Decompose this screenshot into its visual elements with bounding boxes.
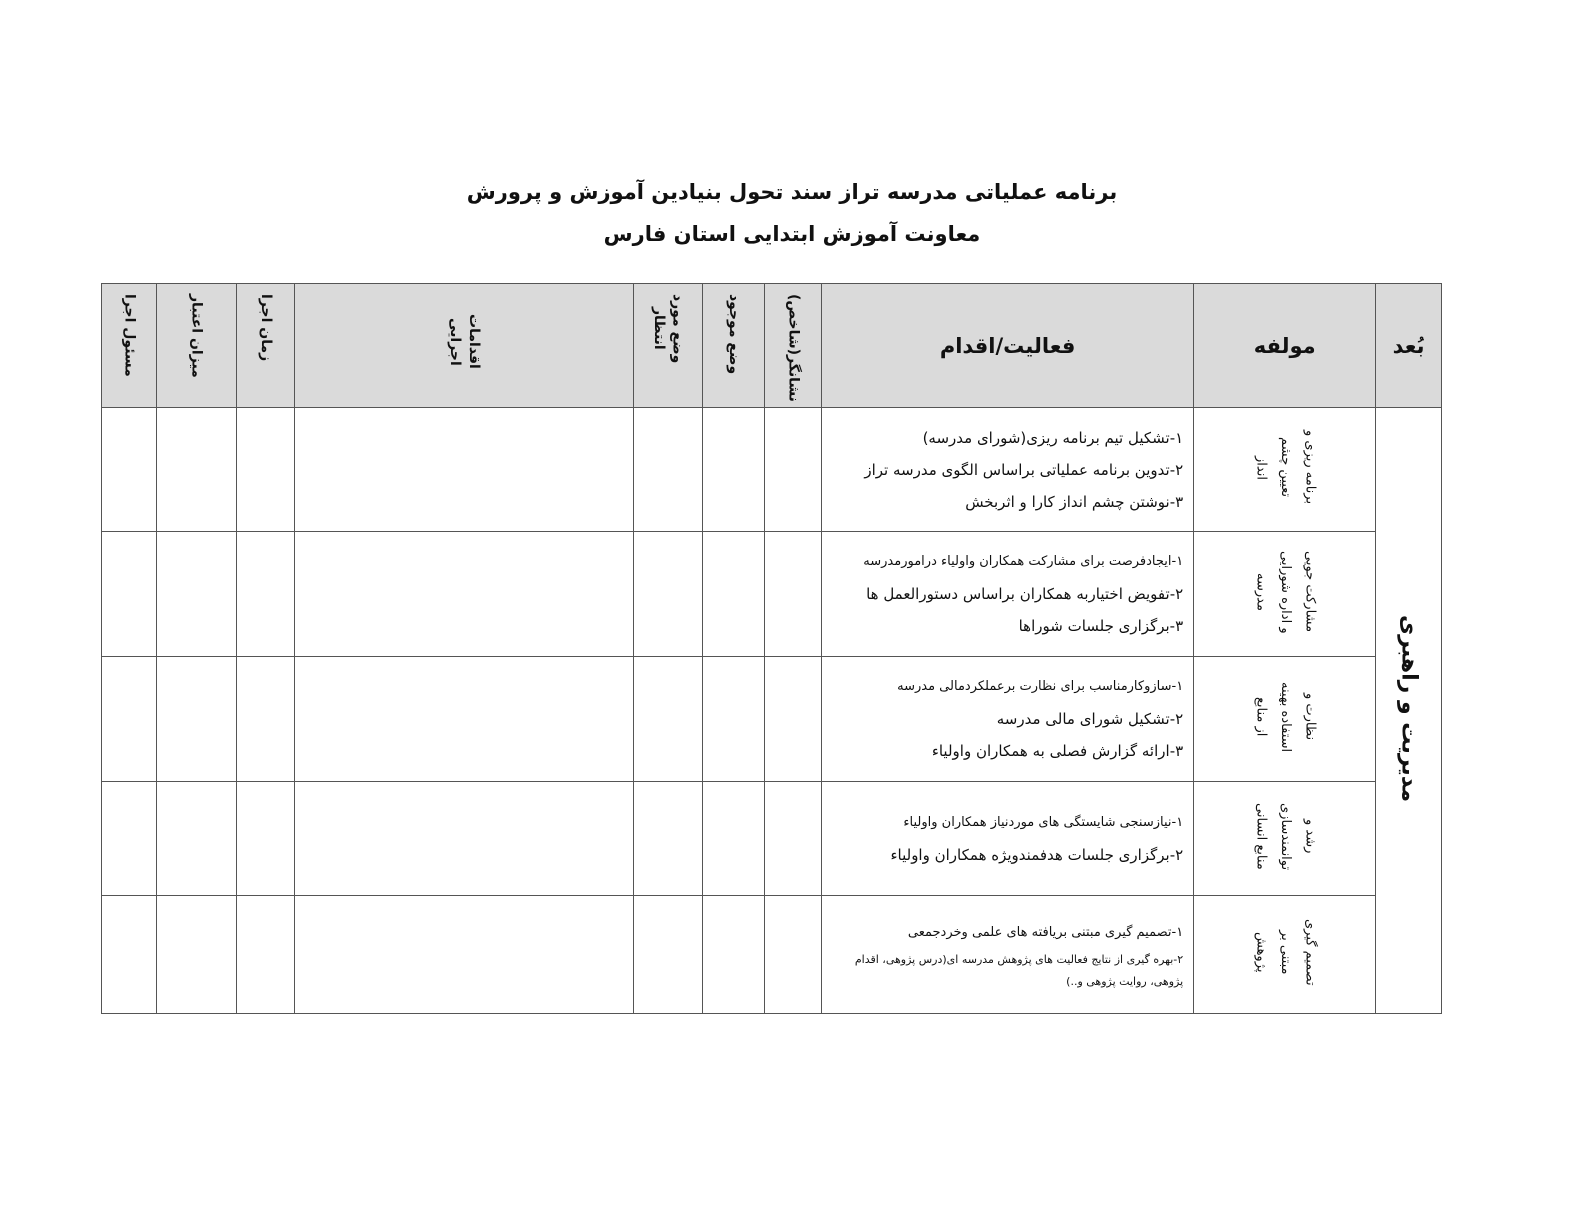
cell-expected-status	[633, 657, 702, 782]
cell-actions	[295, 782, 634, 896]
cell-responsible	[102, 408, 157, 532]
cell-time	[236, 657, 295, 782]
cell-current-status	[702, 532, 765, 657]
cell-budget	[156, 657, 236, 782]
table-row	[102, 782, 1442, 896]
cell-current-status	[702, 782, 765, 896]
col-header-responsible: مسئول اجرا	[102, 284, 157, 408]
col-header-actions: اقدامات اجرایی	[295, 284, 634, 408]
cell-expected-status	[633, 782, 702, 896]
cell-budget	[156, 408, 236, 532]
table-row	[102, 657, 1442, 782]
cell-component: برنامه ریزی و تعیین چشم انداز	[1194, 408, 1376, 532]
cell-responsible	[102, 896, 157, 1014]
cell-actions	[295, 408, 634, 532]
cell-actions	[295, 896, 634, 1014]
cell-activity: ۱-نیازسنجی شایستگی های موردنیاز همکاران واولیاء ۲-برگزاری جلسات هدفمندویژه همکاران واولیاء	[822, 782, 1194, 896]
cell-dimension: مدیریت و راهبری	[1376, 408, 1442, 1014]
col-header-budget: میزان اعتبار	[156, 284, 236, 408]
cell-actions	[295, 532, 634, 657]
cell-component: رشد و توانمندسازی منابع انسانی	[1194, 782, 1376, 896]
col-header-dimension: بُعد	[1376, 284, 1442, 408]
cell-actions	[295, 657, 634, 782]
header-row	[102, 284, 1442, 408]
cell-indicator	[765, 408, 822, 532]
cell-responsible	[102, 657, 157, 782]
col-header-activity: فعالیت/اقدام	[822, 284, 1194, 408]
cell-budget	[156, 782, 236, 896]
cell-indicator	[765, 782, 822, 896]
col-header-expected-status: وضع مورد انتظار	[633, 284, 702, 408]
table-row	[102, 408, 1442, 532]
cell-current-status	[702, 657, 765, 782]
cell-activity: ۱-تصمیم گیری مبتنی بریافته های علمی وخردجمعی ۲-بهره گیری از نتایج فعالیت های پژوهش مدرسه ای(درس پژوهی، اقدام پژوهی، روایت پژوهی و..)	[822, 896, 1194, 1014]
col-header-current-status: وضع موجود	[702, 284, 765, 408]
cell-responsible	[102, 782, 157, 896]
cell-activity: ۱-ایجادفرصت برای مشارکت همکاران واولیاء درامورمدرسه ۲-تفویض اختیاربه همکاران براساس دستورالعمل ها ۳-برگزاری جلسات شوراها	[822, 532, 1194, 657]
table-row	[102, 896, 1442, 1014]
cell-budget	[156, 896, 236, 1014]
cell-indicator	[765, 657, 822, 782]
cell-budget	[156, 532, 236, 657]
cell-component: نظارت و استفاده بهینه از منابع	[1194, 657, 1376, 782]
cell-indicator	[765, 896, 822, 1014]
table-row	[102, 532, 1442, 657]
col-header-component: مولفه	[1194, 284, 1376, 408]
cell-expected-status	[633, 896, 702, 1014]
document-header	[0, 172, 1584, 254]
cell-time	[236, 408, 295, 532]
cell-current-status	[702, 896, 765, 1014]
cell-time	[236, 532, 295, 657]
operational-plan-table	[101, 283, 1442, 1014]
cell-activity: ۱-تشکیل تیم برنامه ریزی(شورای مدرسه) ۲-تدوین برنامه عملیاتی براساس الگوی مدرسه تراز ۳-نوشتن چشم انداز کارا و اثربخش	[822, 408, 1194, 532]
col-header-time: زمان اجرا	[236, 284, 295, 408]
document-subtitle: معاونت آموزش ابتدایی استان فارس	[603, 222, 981, 246]
cell-component: تصمیم گیری مبتنی بر پژوهش	[1194, 896, 1376, 1014]
cell-current-status	[702, 408, 765, 532]
cell-expected-status	[633, 408, 702, 532]
cell-responsible	[102, 532, 157, 657]
cell-component: مشارکت جویی و اداره شورایی مدرسه	[1194, 532, 1376, 657]
document-title: برنامه عملیاتی مدرسه تراز سند تحول بنیادین آموزش و پرورش	[466, 180, 1118, 204]
cell-expected-status	[633, 532, 702, 657]
cell-time	[236, 782, 295, 896]
cell-indicator	[765, 532, 822, 657]
cell-time	[236, 896, 295, 1014]
col-header-indicator: نشانگر(شاخص)	[765, 284, 822, 408]
cell-activity: ۱-سازوکارمناسب برای نظارت برعملکردمالی مدرسه ۲-تشکیل شورای مالی مدرسه ۳-ارائه گزارش فصلی به همکاران واولیاء	[822, 657, 1194, 782]
